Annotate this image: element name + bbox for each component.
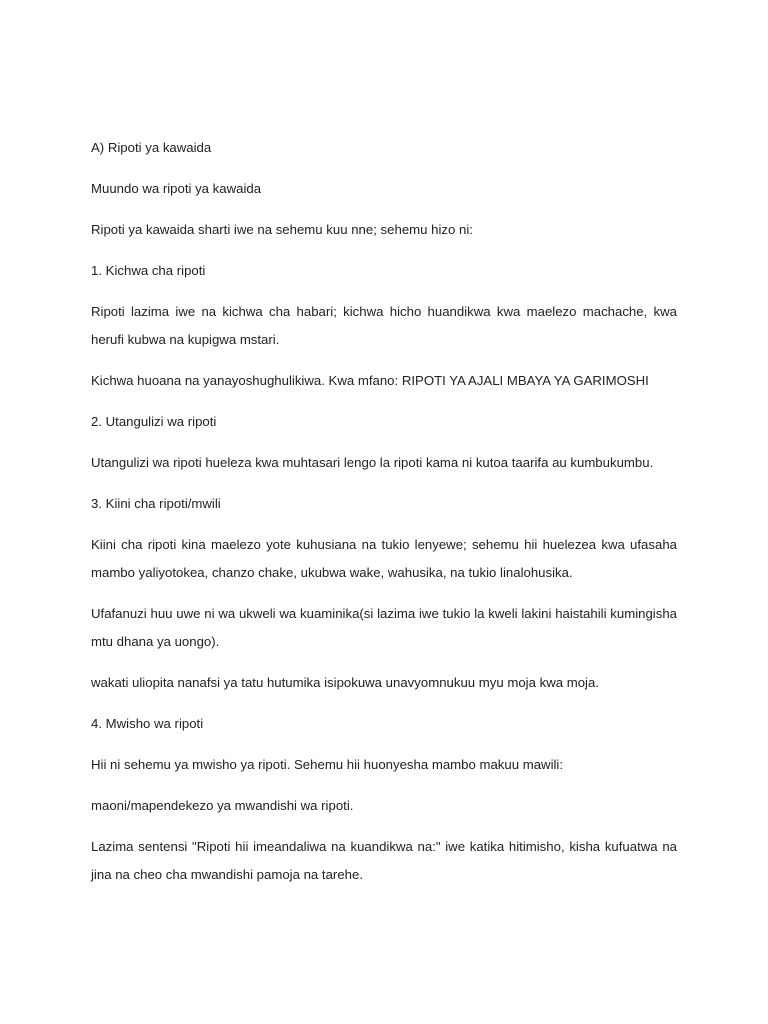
paragraph: Hii ni sehemu ya mwisho ya ripoti. Sehemu hii huonyesha mambo makuu mawili: <box>91 757 564 772</box>
paragraph: Ufafanuzi huu uwe ni wa ukweli wa kuaminika(si lazima iwe tukio la kweli lakini haistahili kumingisha mtu dhana ya uongo). <box>91 606 677 649</box>
paragraph: Lazima sentensi "Ripoti hii imeandaliwa na kuandikwa na:" iwe katika hitimisho, kisha kufuatwa na jina na cheo cha mwandishi pamoja na tarehe. <box>91 839 677 882</box>
paragraph: Kichwa huoana na yanayoshughulikiwa. Kwa mfano: RIPOTI YA AJALI MBAYA YA GARIMOSHI <box>91 373 649 388</box>
paragraph: maoni/mapendekezo ya mwandishi wa ripoti. <box>91 798 354 813</box>
numbered-heading: 2. Utangulizi wa ripoti <box>91 414 217 429</box>
numbered-heading: 3. Kiini cha ripoti/mwili <box>91 496 221 511</box>
numbered-heading: 4. Mwisho wa ripoti <box>91 716 204 731</box>
subheading: Muundo wa ripoti ya kawaida <box>91 181 262 196</box>
section-heading: A) Ripoti ya kawaida <box>91 140 212 155</box>
paragraph: Utangulizi wa ripoti hueleza kwa muhtasari lengo la ripoti kama ni kutoa taarifa au kumbukumbu. <box>91 455 654 470</box>
numbered-heading: 1. Kichwa cha ripoti <box>91 263 206 278</box>
paragraph: Ripoti ya kawaida sharti iwe na sehemu kuu nne; sehemu hizo ni: <box>91 222 473 237</box>
paragraph: wakati uliopita nanafsi ya tatu hutumika isipokuwa unavyomnukuu myu moja kwa moja. <box>91 675 599 690</box>
paragraph: Ripoti lazima iwe na kichwa cha habari; kichwa hicho huandikwa kwa maelezo machache, kwa herufi kubwa na kupigwa mstari. <box>91 304 677 347</box>
document-page <box>91 134 677 902</box>
paragraph: Kiini cha ripoti kina maelezo yote kuhusiana na tukio lenyewe; sehemu hii huelezea kwa ufasaha mambo yaliyotokea, chanzo chake, ukubwa wake, wahusika, na tukio linalohusika. <box>91 537 677 580</box>
